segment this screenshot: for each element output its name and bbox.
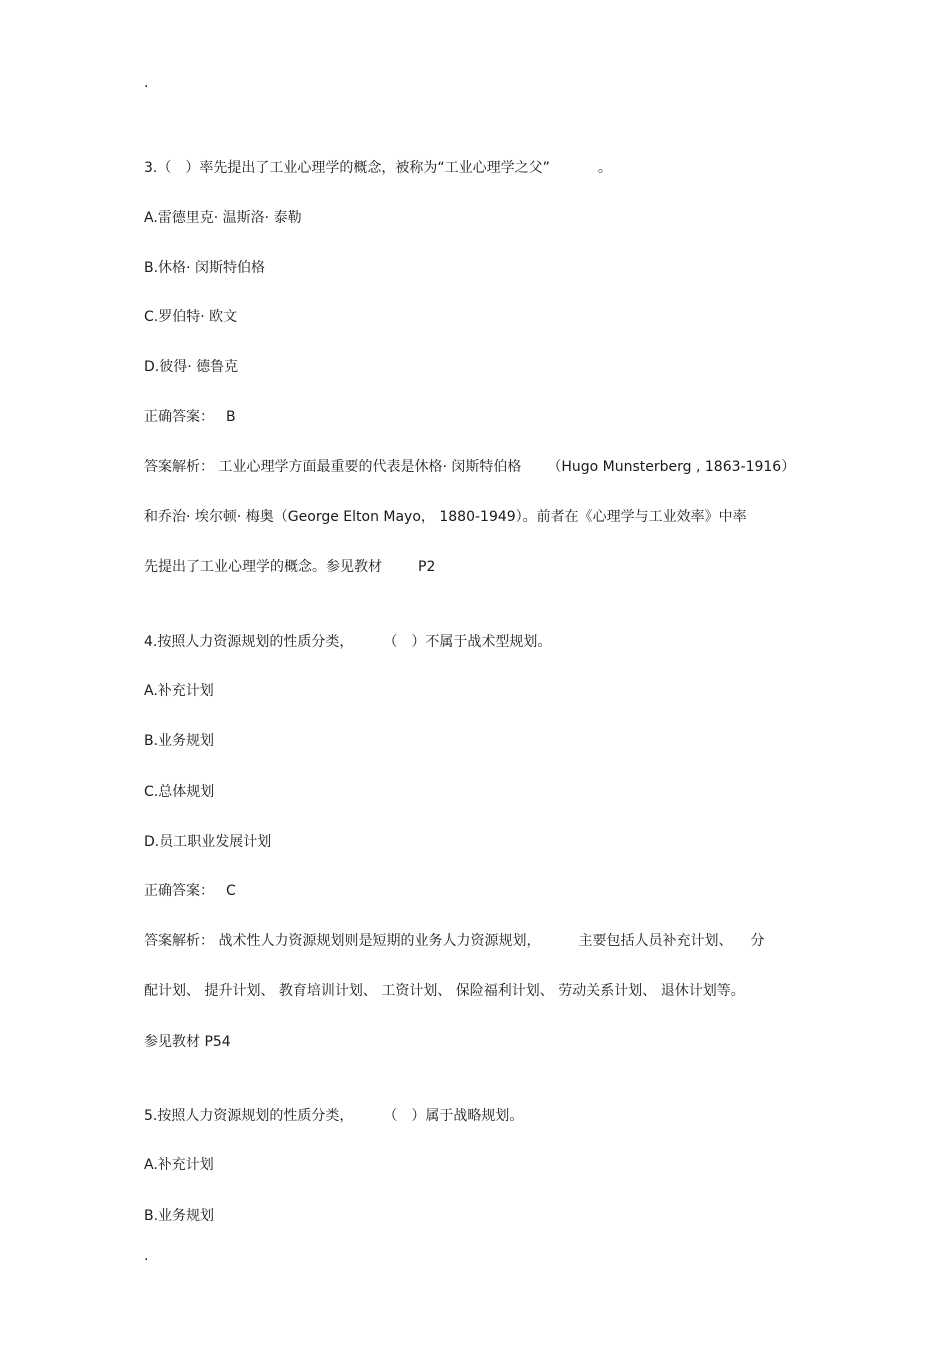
page-mark-bottom: . bbox=[144, 1248, 149, 1264]
question-4-stem-end: （ ）不属于战术型规划。 bbox=[383, 634, 552, 650]
question-4-stem bbox=[144, 632, 551, 652]
question-4-explanation-line-1 bbox=[144, 931, 764, 951]
question-4-option-a: A.补充计划 bbox=[144, 683, 214, 699]
question-5-option-b: B.业务规划 bbox=[144, 1208, 215, 1224]
question-3-option-a: A.雷德里克· 温斯洛· 泰勒 bbox=[144, 210, 302, 226]
question-3-stem-end: 。 bbox=[597, 160, 612, 176]
question-4-answer bbox=[144, 881, 236, 901]
answer-value: C bbox=[226, 883, 236, 899]
question-4-option-d: D.员工职业发展计划 bbox=[144, 834, 272, 850]
question-5-stem bbox=[144, 1106, 523, 1126]
answer-label: 正确答案： bbox=[144, 883, 214, 899]
answer-value: B bbox=[226, 409, 236, 425]
question-3-stem bbox=[144, 158, 612, 178]
question-3-explanation-line-2 bbox=[144, 507, 747, 527]
question-3-answer bbox=[144, 407, 236, 427]
explanation-text: 参见教材 P54 bbox=[144, 1034, 231, 1050]
explanation-text: 答案解析： 战术性人力资源规划则是短期的业务人力资源规划， bbox=[144, 933, 541, 949]
explanation-text: 先提出了工业心理学的概念。参见教材 bbox=[144, 559, 382, 575]
question-3-option-b: B.休格· 闵斯特伯格 bbox=[144, 260, 265, 276]
explanation-text: （Hugo Munsterberg , 1863-1916） bbox=[547, 459, 796, 475]
question-4-explanation-line-2 bbox=[144, 981, 745, 1001]
question-5-stem-text: 5.按照人力资源规划的性质分类， bbox=[144, 1108, 354, 1124]
question-3-option-c: C.罗伯特· 欧文 bbox=[144, 309, 238, 325]
question-3-explanation-line-3 bbox=[144, 557, 435, 577]
question-5-stem-end: （ ）属于战略规划。 bbox=[383, 1108, 524, 1124]
explanation-text: P2 bbox=[418, 559, 436, 575]
explanation-text: 分 bbox=[750, 933, 765, 949]
question-3-explanation-line-1 bbox=[144, 457, 795, 477]
question-4-stem-text: 4.按照人力资源规划的性质分类， bbox=[144, 634, 354, 650]
explanation-text: 和乔治· 埃尔顿· 梅奥（George Elton Mayo， 1880-1949）。前者在《心理学与工业效率》中率 bbox=[144, 509, 747, 525]
question-4-explanation-line-3 bbox=[144, 1032, 231, 1052]
question-4-option-c: C.总体规划 bbox=[144, 784, 215, 800]
page-mark-top: . bbox=[144, 75, 149, 91]
question-3-stem-text: 3.（ ）率先提出了工业心理学的概念，被称为“工业心理学之父” bbox=[144, 160, 550, 176]
question-3-option-d: D.彼得· 德鲁克 bbox=[144, 359, 239, 375]
explanation-text: 答案解析： 工业心理学方面最重要的代表是休格· 闵斯特伯格 bbox=[144, 459, 522, 475]
explanation-text: 主要包括人员补充计划、 bbox=[578, 933, 733, 949]
explanation-text: 配计划、 提升计划、 教育培训计划、 工资计划、 保险福利计划、 劳动关系计划、 退休计划等。 bbox=[144, 983, 745, 999]
question-4-option-b: B.业务规划 bbox=[144, 733, 215, 749]
question-5-option-a: A.补充计划 bbox=[144, 1157, 214, 1173]
answer-label: 正确答案： bbox=[144, 409, 214, 425]
